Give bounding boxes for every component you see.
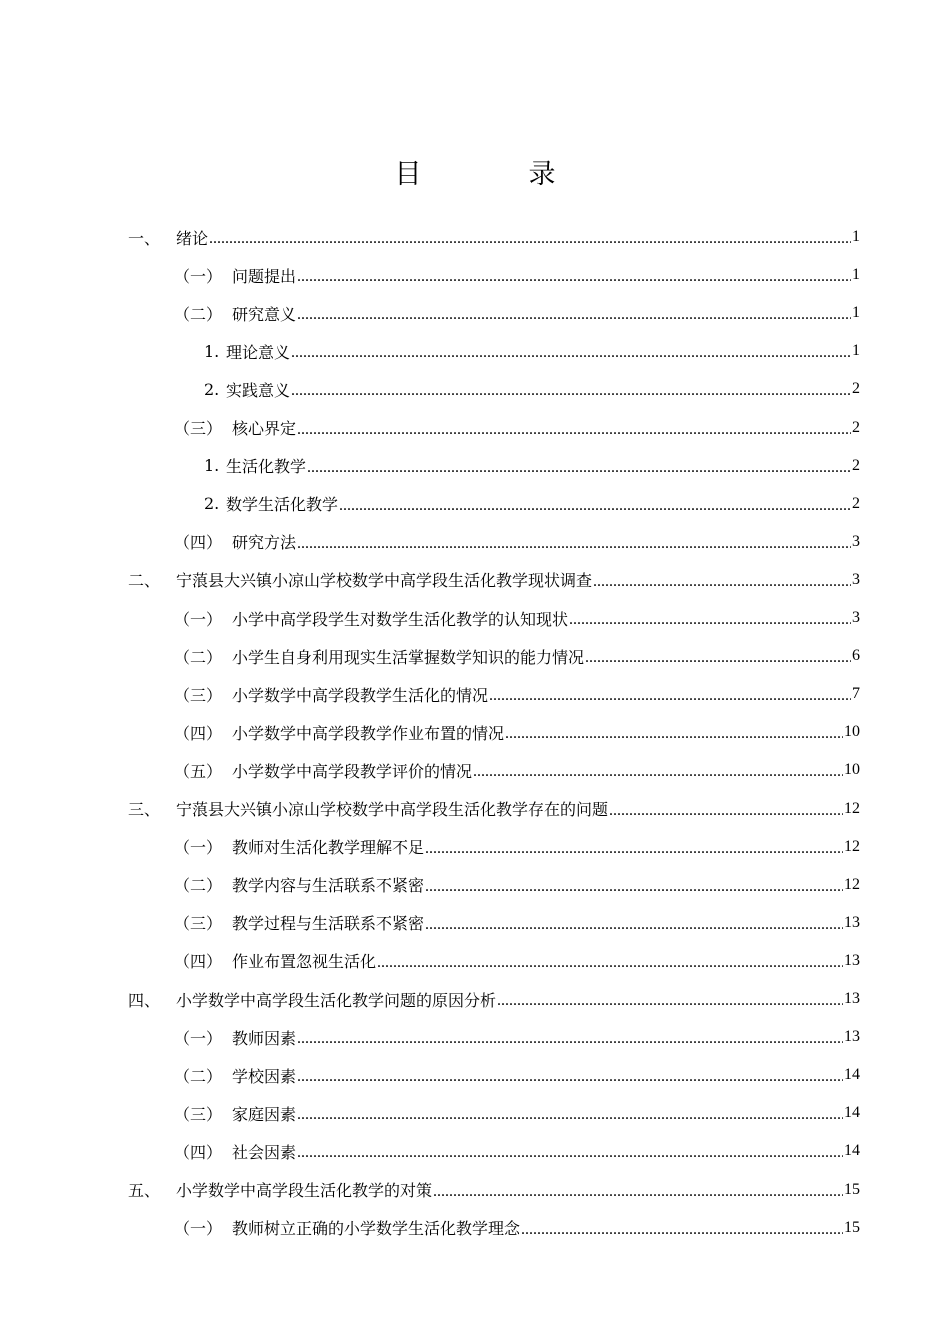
toc-page-number: 3 [852,570,860,588]
toc-entry-title: 实践意义 [226,380,291,400]
toc-entry[interactable] [174,294,860,332]
toc-entry-title: 学校因素 [232,1066,297,1086]
toc-entry-title: 小学数学中高学段生活化教学问题的原因分析 [176,990,497,1010]
toc-dot-leader [297,535,851,551]
toc-page-number: 13 [844,913,860,931]
toc-entry-number: （三） [174,914,223,934]
toc-entry-number: （五） [174,761,223,781]
toc-entry-title: 教学内容与生活联系不紧密 [232,876,425,896]
toc-page-number: 14 [844,1142,860,1160]
toc-entry-number: （二） [174,304,223,324]
toc-page-number: 10 [844,761,860,779]
toc-dot-leader [307,459,851,475]
toc-entry-number: （二） [174,647,223,667]
toc-entry-title: 家庭因素 [232,1104,297,1124]
toc-entry-number: （二） [174,876,223,896]
toc-entry-title: 宁蒗县大兴镇小凉山学校数学中高学段生活化教学存在的问题 [176,800,609,819]
toc-entry-title: 核心界定 [232,419,297,438]
toc-entry-number: 1. [204,456,220,476]
toc-page-number: 2 [852,418,860,436]
toc-entry[interactable] [204,370,860,408]
toc-dot-leader [339,497,851,513]
toc-dot-leader [497,992,843,1008]
toc-entry-number: （四） [174,723,223,743]
toc-entry-number: （一） [174,609,223,629]
toc-entry-number: （三） [174,1104,223,1124]
toc-entry[interactable] [128,561,860,599]
toc-entry[interactable] [174,751,860,789]
toc-page-number: 2 [852,456,860,474]
toc-entry-title: 小学中高学段学生对数学生活化教学的认知现状 [232,609,569,629]
toc-entry[interactable] [174,256,860,294]
toc-page-number: 7 [852,685,860,703]
toc-dot-leader [609,802,843,818]
toc-entry-number: 五、 [128,1181,161,1200]
toc-page-number: 15 [844,1180,860,1198]
toc-page-number: 3 [852,609,860,626]
toc-entry-title: 教师树立正确的小学数学生活化教学理念 [232,1219,521,1239]
toc-entry-number: （一） [174,838,223,858]
toc-entry-title: 数学生活化教学 [226,495,339,515]
toc-entry[interactable] [174,713,860,751]
toc-entry[interactable] [174,675,860,713]
toc-entry[interactable] [174,904,860,942]
toc-entry-number: （二） [174,1066,223,1086]
toc-entry-title: 小学数学中高学段教学作业布置的情况 [232,723,505,743]
toc-page-number: 13 [844,990,860,1007]
toc-entry-number: （四） [174,1142,223,1162]
toc-page-number: 3 [852,532,860,550]
toc-entry-number: （四） [174,952,223,972]
toc-entry-number: 一、 [128,228,161,248]
toc-entry-number: （一） [174,266,223,286]
toc-entry-title: 教师因素 [232,1028,297,1048]
toc-page-number: 14 [844,1104,860,1122]
toc-entry-title: 小学数学中高学段教学评价的情况 [232,761,473,781]
toc-entry-number: （四） [174,533,223,553]
toc-dot-leader [433,1183,843,1199]
toc-entry-title: 问题提出 [232,266,297,286]
toc-entry-title: 研究意义 [232,304,297,324]
toc-entry-number: 三、 [128,800,161,819]
toc-dot-leader [291,382,851,398]
toc-entry-number: （一） [174,1028,223,1048]
toc-entry-number: 2. [204,494,220,514]
toc-entry-title: 小学数学中高学段生活化教学的对策 [176,1181,433,1200]
toc-dot-leader [425,878,843,894]
toc-entry[interactable] [174,409,860,447]
toc-dot-leader [593,573,851,589]
toc-page-number: 14 [844,1066,860,1084]
toc-entry[interactable] [204,332,860,370]
toc-dot-leader [521,1221,843,1237]
toc-entry-title: 作业布置忽视生活化 [232,952,377,972]
toc-dot-leader [297,268,851,284]
toc-entry[interactable] [174,866,860,904]
toc-dot-leader [297,306,851,322]
toc-entry[interactable] [174,828,860,866]
toc-entry[interactable] [174,1018,860,1056]
toc-dot-leader [209,230,851,246]
toc-entry[interactable] [174,1132,860,1170]
toc-entry[interactable] [128,218,860,256]
toc-entry-number: （一） [174,1219,223,1239]
toc-entry-title: 研究方法 [232,533,297,553]
toc-entry-title: 生活化教学 [226,457,307,477]
toc-page-number: 13 [844,1028,860,1046]
toc-entry-title: 小学生自身利用现实生活掌握数学知识的能力情况 [232,647,585,667]
toc-entry[interactable] [128,980,860,1018]
toc-page-number: 12 [844,837,860,855]
toc-page-number: 1 [852,304,860,322]
toc-entry[interactable] [128,1171,860,1209]
toc-entry-number: 二、 [128,571,161,591]
toc-entry-title: 教师对生活化教学理解不足 [232,838,425,858]
toc-page-number: 2 [852,494,860,512]
toc-entry-number: 2. [204,379,220,399]
toc-entry-number: （三） [174,685,223,705]
toc-dot-leader [297,1106,843,1122]
toc-dot-leader [425,916,843,932]
toc-entry[interactable] [128,790,860,828]
toc-page-number: 2 [852,380,860,398]
toc-dot-leader [505,725,843,741]
toc-entry-number: 四、 [128,990,161,1010]
toc-dot-leader [297,1144,843,1160]
toc-entry-title: 宁蒗县大兴镇小凉山学校数学中高学段生活化教学现状调查 [176,571,593,591]
toc-entry-title: 理论意义 [226,342,291,362]
toc-entry-title: 社会因素 [232,1142,297,1162]
toc-page-number: 12 [844,875,860,893]
toc-entry-title: 教学过程与生活联系不紧密 [232,914,425,934]
toc-title: 目 录 [394,159,596,190]
toc-page-number: 1 [852,342,860,360]
toc-entry[interactable] [174,1094,860,1132]
toc-page-number: 15 [844,1218,860,1236]
toc-page-number: 6 [852,647,860,665]
toc-dot-leader [291,344,851,360]
toc-page-number: 12 [844,799,860,817]
toc-dot-leader [473,763,843,779]
toc-entry[interactable] [174,523,860,561]
toc-entry[interactable] [174,637,860,675]
toc-page-number: 10 [844,723,860,741]
toc-entry[interactable] [174,599,860,637]
toc-entry[interactable] [174,1056,860,1094]
toc-entry-number: 1. [204,341,220,361]
toc-page-number: 1 [852,228,860,245]
toc-dot-leader [585,649,851,665]
toc-entry[interactable] [174,1209,860,1247]
toc-dot-leader [297,1068,843,1084]
toc-dot-leader [297,421,851,437]
toc-entry[interactable] [204,485,860,523]
toc-dot-leader [377,954,843,970]
toc-entry-title: 绪论 [176,228,209,248]
toc-dot-leader [569,611,851,627]
toc-dot-leader [425,840,843,856]
toc-entry-title: 小学数学中高学段教学生活化的情况 [232,685,489,705]
toc-dot-leader [297,1030,843,1046]
toc-dot-leader [489,687,851,703]
toc-page-number: 1 [852,266,860,284]
toc-page-number: 13 [844,951,860,969]
toc-entry-number: （三） [174,419,223,438]
toc-entry[interactable] [204,447,860,485]
toc-entry[interactable] [174,942,860,980]
